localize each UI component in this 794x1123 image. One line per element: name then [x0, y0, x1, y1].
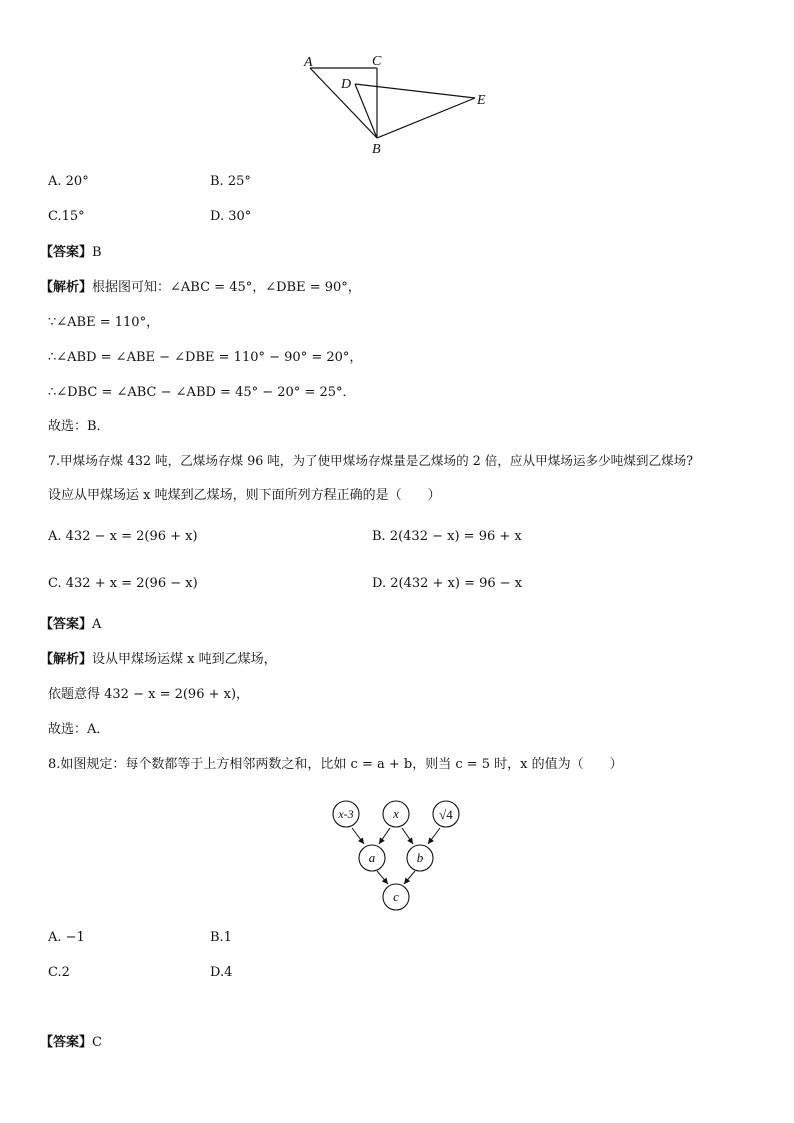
arrow-3 — [402, 828, 413, 844]
answer-tag: 【答案】 — [40, 1035, 93, 1050]
arrow-2 — [379, 828, 390, 844]
q8-option-c[interactable]: C.2 — [48, 965, 70, 980]
q7-stem-line-1: 7.甲煤场存煤 432 吨，乙煤场存煤 96 吨，为了使甲煤场存煤量是乙煤场的 2 倍，应从甲煤场运多少吨煤到乙煤场? — [48, 453, 693, 468]
number-tree-figure — [0, 790, 794, 920]
q8-answer — [40, 1034, 102, 1052]
answer-value: A — [92, 617, 102, 632]
q7-stem-line-2: 设应从甲煤场运 x 吨煤到乙煤场，则下面所列方程正确的是（ ） — [48, 488, 441, 503]
q6-option-c[interactable]: C.15° — [48, 209, 85, 224]
q6-answer — [40, 244, 102, 262]
answer-value: C — [92, 1035, 102, 1050]
q6-option-b[interactable]: B. 25° — [210, 174, 251, 189]
node-sqrt4: √4 — [439, 807, 453, 822]
label-C: C — [372, 54, 382, 69]
label-E: E — [477, 93, 486, 108]
q6-analysis-line-3: ∴∠ABD = ∠ABE − ∠DBE = 110° − 90° = 20°， — [48, 350, 363, 365]
triangle-figure — [0, 40, 794, 210]
arrow-6 — [404, 871, 415, 884]
q7-option-b[interactable]: B. 2(432 − x) = 96 + x — [372, 529, 522, 544]
label-D: D — [341, 77, 352, 92]
analysis-tag: 【解析】 — [40, 280, 93, 295]
q7-analysis-line-1 — [40, 651, 277, 669]
node-x: x — [393, 806, 399, 821]
q7-option-a[interactable]: A. 432 − x = 2(96 + x) — [48, 529, 198, 544]
arrow-4 — [428, 828, 440, 844]
q7-analysis-line-2: 依题意得 432 − x = 2(96 + x)， — [48, 687, 250, 702]
q6-analysis-line-1 — [40, 279, 361, 297]
answer-value: B — [92, 245, 102, 260]
segment-DB — [355, 84, 377, 138]
analysis-tag: 【解析】 — [40, 652, 93, 667]
answer-tag: 【答案】 — [40, 617, 93, 632]
answer-tag: 【答案】 — [40, 245, 93, 260]
q7-conclusion: 故选：A． — [48, 722, 110, 737]
label-B: B — [372, 142, 381, 157]
segment-DE — [355, 84, 475, 98]
q6-conclusion: 故选：B． — [48, 419, 110, 434]
node-a: a — [368, 850, 376, 865]
segment-EB — [377, 98, 475, 138]
q6-analysis-line-2: ∵∠ABE = 110°， — [48, 315, 160, 330]
node-x-minus-3: x-3 — [338, 807, 354, 821]
q7-answer — [40, 616, 101, 634]
node-b: b — [416, 850, 424, 865]
analysis-text: 根据图可知：∠ABC = 45°，∠DBE = 90°， — [92, 280, 361, 295]
q8-option-d[interactable]: D.4 — [210, 965, 233, 980]
q8-option-a[interactable]: A. −1 — [48, 930, 85, 945]
q7-option-c[interactable]: C. 432 + x = 2(96 − x) — [48, 576, 198, 591]
label-A: A — [304, 55, 313, 70]
q6-analysis-line-4: ∴∠DBC = ∠ABC − ∠ABD = 45° − 20° = 25°． — [48, 385, 356, 400]
q6-option-d[interactable]: D. 30° — [210, 209, 252, 224]
q8-option-b[interactable]: B.1 — [210, 930, 232, 945]
q8-stem: 8.如图规定：每个数都等于上方相邻两数之和，比如 c = a + b，则当 c = 5 时，x 的值为（ ） — [48, 757, 623, 772]
node-c: c — [393, 889, 399, 904]
arrow-5 — [377, 871, 388, 884]
q6-option-a[interactable]: A. 20° — [48, 174, 89, 189]
analysis-text: 设从甲煤场运煤 x 吨到乙煤场， — [92, 652, 277, 667]
q7-option-d[interactable]: D. 2(432 + x) = 96 − x — [372, 576, 523, 591]
arrow-1 — [352, 828, 364, 844]
